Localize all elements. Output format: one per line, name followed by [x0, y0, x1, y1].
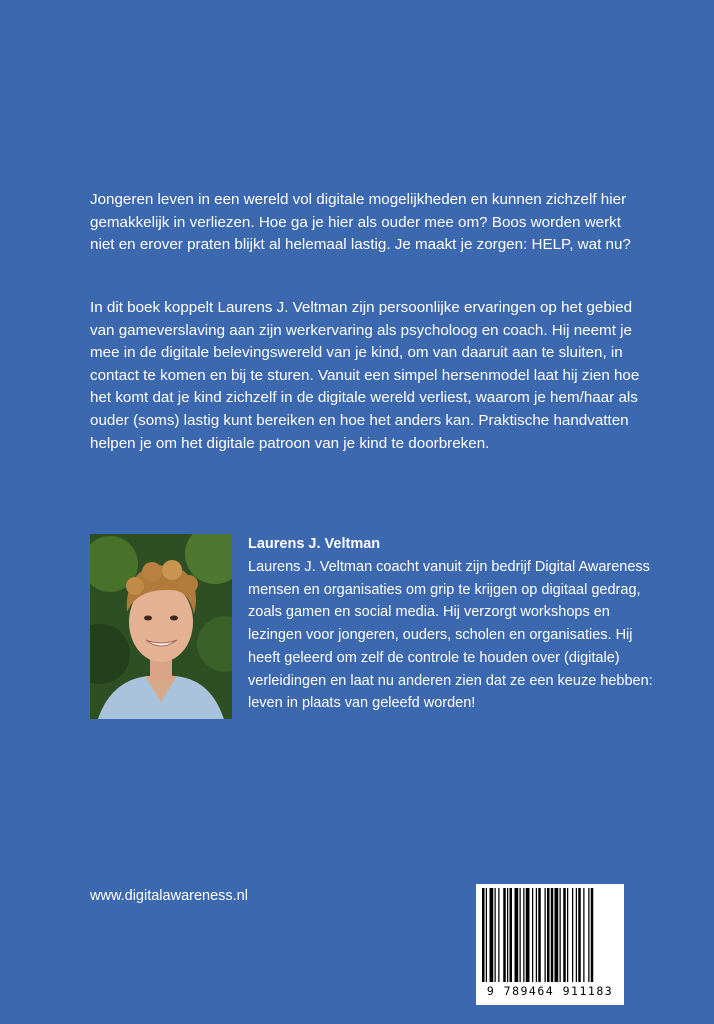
isbn-number: 9 789464 911183	[486, 984, 614, 998]
barcode-bar	[538, 888, 541, 982]
blurb-paragraph-2: In dit boek koppelt Laurens J. Veltman zijn persoonlijke ervaringen op het gebied van gameverslaving aan zijn werkervaring als psycholoog en coach. Hij neemt je mee in de digitale belevingswereld van je kind, om van daaruit aan te sluiten, in contact te komen en bij te sturen. Vanuit een simpel hersenmodel laat hij zien hoe het komt dat je kind zichzelf in de digitale wereld verliest, waarom je hem/haar als ouder (soms) lastig kunt bereiken en hoe het anders kan. Praktische handvatten helpen je om het digitale patroon van je kind te doorbreken.	[90, 299, 640, 452]
barcode-bar	[520, 888, 521, 982]
barcode-bar	[567, 888, 568, 982]
barcode-bar	[532, 888, 533, 982]
barcode-bar	[498, 888, 499, 982]
barcode-bar	[526, 888, 530, 982]
barcode-bar	[482, 888, 485, 982]
barcode-bar	[547, 888, 550, 982]
barcode-bar	[486, 888, 487, 982]
barcode-bar	[555, 888, 559, 982]
barcode-bar	[583, 888, 584, 982]
barcode-bar	[551, 888, 554, 982]
isbn-barcode	[476, 884, 624, 1005]
author-bio: Laurens J. Veltman coacht vanuit zijn bedrijf Digital Awareness mensen en organisaties om grip te krijgen op digitaal gedrag, zoals gamen en social media. Hij verzorgt workshops en lezingen voor jongeren, ouders, scholen en organisaties. Hij heeft geleerd om zelf de controle te houden over (digitale) verleidingen en laat nu anderen zien dat ze een keuze hebben: leven in plaats van geleefd worden!	[248, 559, 653, 712]
website-link[interactable]: www.digitalawareness.nl	[90, 888, 248, 904]
barcode-bar	[495, 888, 496, 982]
barcode-bar	[591, 888, 594, 982]
barcode-bar	[572, 888, 573, 982]
barcode-bar	[536, 888, 537, 982]
barcode-bar	[503, 888, 506, 982]
barcode-bar	[578, 888, 581, 982]
barcode-bar	[523, 888, 524, 982]
barcode-bar	[545, 888, 546, 982]
barcode-bars	[482, 888, 618, 982]
barcode-bar	[515, 888, 519, 982]
barcode-bar	[576, 888, 577, 982]
barcode-bar	[560, 888, 561, 982]
author-photo	[90, 534, 232, 719]
barcode-bar	[490, 888, 494, 982]
barcode-bar	[588, 888, 589, 982]
blurb-paragraph-1: Jongeren leven in een wereld vol digitale mogelijkheden en kunnen zichzelf hier gemakkelijk in verliezen. Hoe ga je hier als ouder mee om? Boos worden werkt niet en erover praten blijkt al helemaal lastig. Je maakt je zorgen: HELP, wat nu?	[90, 191, 631, 254]
barcode-bar	[507, 888, 508, 982]
barcode-bar	[510, 888, 513, 982]
author-portrait-image	[90, 534, 232, 719]
author-name: Laurens J. Veltman	[248, 536, 381, 552]
barcode-bar	[563, 888, 566, 982]
